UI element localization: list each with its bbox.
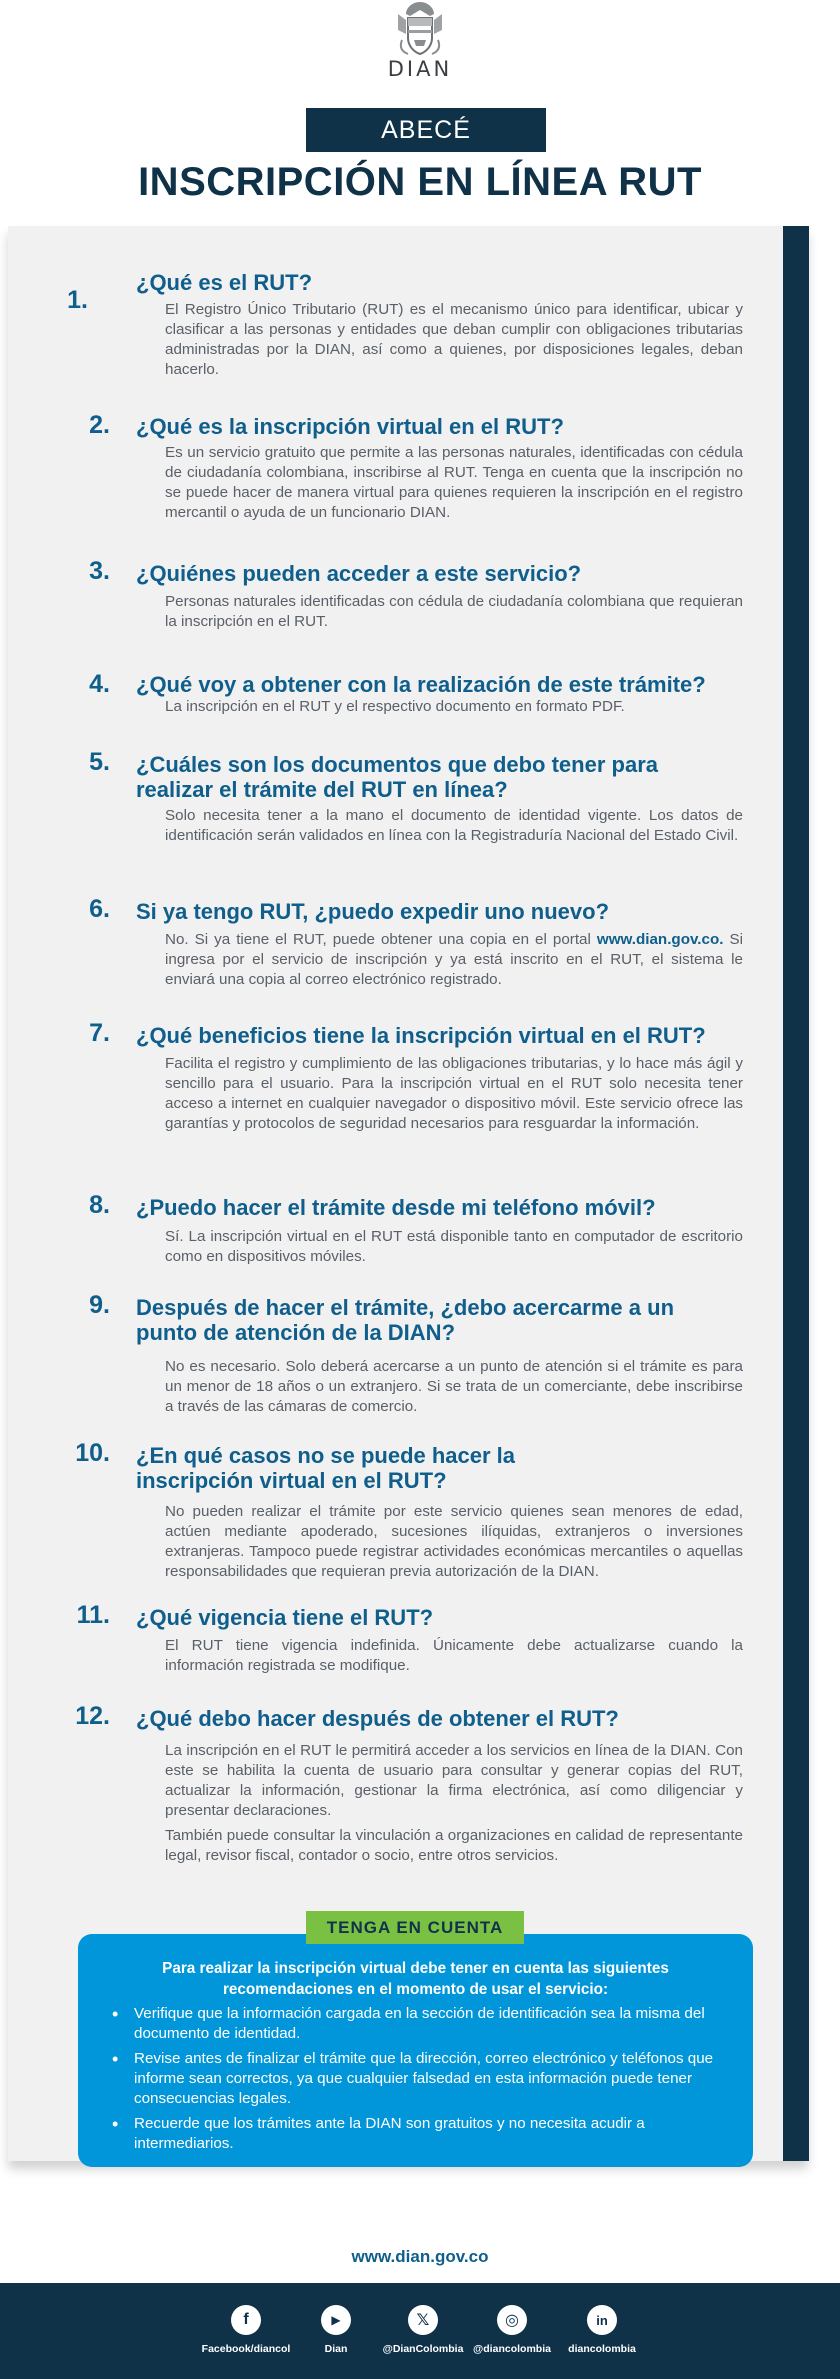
question-number: 5. <box>89 748 110 776</box>
question-title: ¿Qué voy a obtener con la realización de este trámite? <box>136 672 706 697</box>
question-title: ¿Cuáles son los documentos que debo tener para realizar el trámite del RUT en línea? <box>136 752 658 802</box>
facebook-icon: f <box>231 2305 261 2335</box>
list-item: • Verifique que la información cargada en la sección de identificación sea la misma del documento de identidad. <box>110 2004 721 2044</box>
list-item: • Revise antes de finalizar el trámite que la dirección, correo electrónico y teléfonos que informe sean correctos, ya que cualquier falsedad en esta información puede tener consecuencias legales. <box>110 2049 721 2109</box>
question-number: 11. <box>76 1601 110 1629</box>
question-title: ¿Quiénes pueden acceder a este servicio? <box>136 561 582 586</box>
question-title: ¿Puedo hacer el trámite desde mi teléfono móvil? <box>136 1195 656 1220</box>
dian-portal-link[interactable]: www.dian.gov.co. <box>596 931 724 948</box>
social-x[interactable] <box>373 2305 473 2355</box>
question-answer: El RUT tiene vigencia indefinida. Únicamente debe actualizarse cuando la información registrada se modifique. <box>165 1637 743 1674</box>
card-side-bar <box>783 226 809 2161</box>
question-answer: La inscripción en el RUT le permitirá acceder a los servicios en línea de la DIAN. Con este se habilita la cuenta de usuario para consultar y generar copias del RUT, actualizar la información, gestionar la firma electrónica, así como diligenciar y presentar declaraciones. <box>165 1742 743 1819</box>
dian-logo[interactable] <box>370 0 470 82</box>
question-answer-extra: También puede consultar la vinculación a organizaciones en calidad de representante legal, revisor fiscal, contador o socio, entre otros servicios. <box>165 1827 743 1864</box>
list-item: • Recuerde que los trámites ante la DIAN son gratuitos y no necesita acudir a intermediarios. <box>110 2114 721 2154</box>
abece-badge: ABECÉ <box>306 108 546 152</box>
social-facebook[interactable] <box>196 2305 296 2355</box>
tenga-en-cuenta-tag: TENGA EN CUENTA <box>306 1911 524 1944</box>
question-title: ¿Qué debo hacer después de obtener el RUT? <box>136 1706 619 1731</box>
question-number: 8. <box>89 1191 110 1219</box>
question-answer <box>165 930 743 990</box>
question-answer: Solo necesita tener a la mano el documento de identidad vigente. Los datos de identificación serán validados en línea con la Registraduría Nacional del Estado Civil. <box>165 807 743 844</box>
coat-of-arms-icon <box>392 0 448 58</box>
question-answer: La inscripción en el RUT y el respectivo documento en formato PDF. <box>165 698 625 715</box>
logo-text: DIAN <box>387 57 453 81</box>
social-label: @DianColombia <box>382 2343 464 2355</box>
question-title: ¿Qué es el RUT? <box>136 270 313 295</box>
social-label: diancolombia <box>568 2343 636 2355</box>
question-answer: Es un servicio gratuito que permite a las personas naturales, identificadas con cédula de ciudadanía colombiana, inscribirse al RUT. Tenga en cuenta que la inscripción no se puede hacer de manera virtual para quienes requieren la inscripción en el registro mercantil o ayuda de un funcionario DIAN. <box>165 444 743 521</box>
youtube-icon: ▶ <box>321 2305 351 2335</box>
question-number: 10. <box>75 1439 110 1467</box>
social-instagram[interactable] <box>462 2305 562 2355</box>
question-title: ¿Qué es la inscripción virtual en el RUT? <box>136 414 564 439</box>
question-answer: Personas naturales identificadas con cédula de ciudadanía colombiana que requieran la inscripción en el RUT. <box>165 593 743 630</box>
question-answer: Facilita el registro y cumplimiento de las obligaciones tributarias, y lo hace más ágil y sencillo para el usuario. Para la inscripción virtual en el RUT solo necesita tener acceso a internet en cualquier navegador o dispositivo móvil. Este servicio ofrece las garantías y protocolos de seguridad necesarios para resguardar la información. <box>165 1055 743 1132</box>
question-title: ¿Qué beneficios tiene la inscripción virtual en el RUT? <box>136 1023 706 1048</box>
question-number: 3. <box>89 557 110 585</box>
instagram-icon: ◎ <box>497 2305 527 2335</box>
question-title: Si ya tengo RUT, ¿puedo expedir uno nuevo? <box>136 899 610 924</box>
linkedin-icon: in <box>587 2305 617 2335</box>
recommendations-intro: Para realizar la inscripción virtual debe tener en cuenta las siguientes recomendaciones en el momento de usar el servicio: <box>162 1960 669 1998</box>
x-icon: 𝕏 <box>408 2305 438 2335</box>
social-youtube[interactable] <box>286 2305 386 2355</box>
footer-bar <box>0 2283 840 2379</box>
social-label: @diancolombia <box>473 2343 551 2355</box>
question-title: ¿En qué casos no se puede hacer la inscripción virtual en el RUT? <box>136 1443 516 1493</box>
answer-text: No. Si ya tiene el RUT, puede obtener una copia en el portal <box>165 931 597 948</box>
question-answer: No es necesario. Solo deberá acercarse a un punto de atención si el trámite es para un menor de 18 años o un extranjero. Si se trata de un comerciante, debe inscribirse a través de las cámaras de comercio. <box>165 1358 743 1415</box>
question-number: 4. <box>89 670 110 698</box>
page-title: INSCRIPCIÓN EN LÍNEA RUT <box>138 160 702 204</box>
question-number: 2. <box>89 411 110 439</box>
question-number: 9. <box>89 1291 110 1319</box>
question-number: 12. <box>75 1702 110 1730</box>
question-number: 6. <box>89 895 110 923</box>
footer-url-link[interactable]: www.dian.gov.co <box>351 2247 489 2266</box>
recommendations-list <box>110 2004 721 2154</box>
question-title: ¿Qué vigencia tiene el RUT? <box>136 1605 434 1630</box>
social-linkedin[interactable] <box>552 2305 652 2355</box>
question-answer: Sí. La inscripción virtual en el RUT está disponible tanto en computador de escritorio como en dispositivos móviles. <box>165 1228 743 1265</box>
header <box>0 0 840 225</box>
question-number: 7. <box>89 1019 110 1047</box>
question-number: 1. <box>67 286 88 314</box>
answer-text: Si ingresa por el servicio de inscripción y ya está inscrito en el RUT, el sistema le enviará una copia al correo electrónico registrado. <box>165 931 743 988</box>
social-label: Facebook/diancol <box>201 2343 291 2355</box>
question-answer: El Registro Único Tributario (RUT) es el mecanismo único para identificar, ubicar y clasificar a las personas y entidades que deban cumplir con obligaciones tributarias administradas por la DIAN, así como a quienes, por disposiciones legales, deban hacerlo. <box>165 301 743 378</box>
question-answer: No pueden realizar el trámite por este servicio quienes sean menores de edad, actúen mediante apoderado, sucesiones ilíquidas, extranjeros o inversiones extranjeras. Tampoco puede registrar actividades económicas mercantiles o aquellas responsabilidades que requieran previa autorización de la DIAN. <box>165 1503 743 1580</box>
social-label: Dian <box>324 2343 348 2355</box>
recommendations-box <box>78 1934 753 2167</box>
question-title: Después de hacer el trámite, ¿debo acercarme a un punto de atención de la DIAN? <box>136 1295 675 1345</box>
